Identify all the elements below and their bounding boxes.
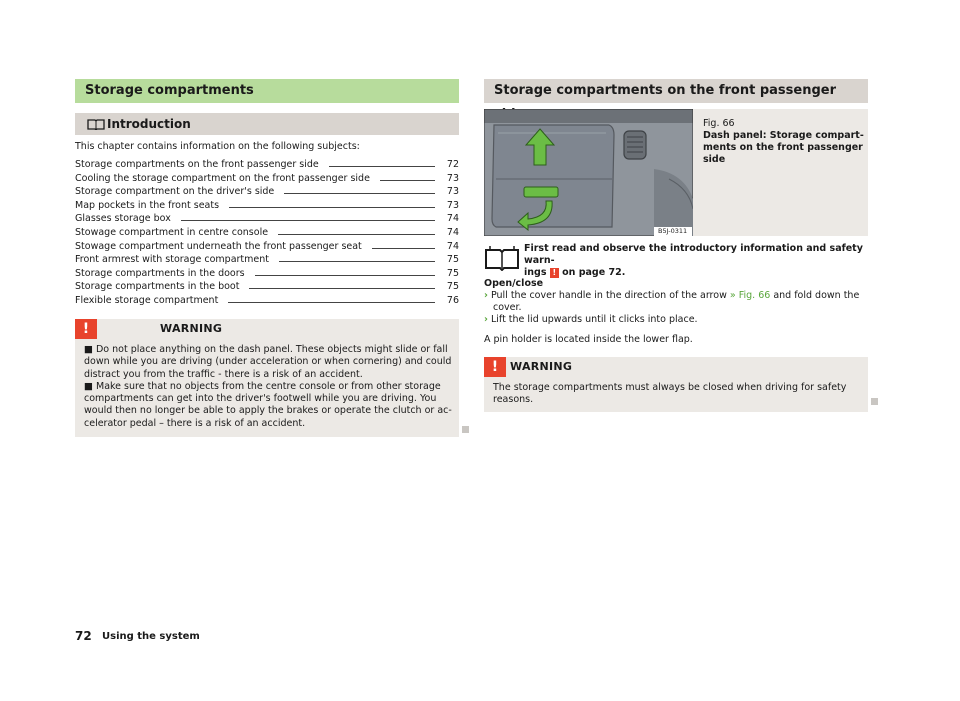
step-2 [484, 314, 868, 326]
figure-number: Fig. 66 [703, 118, 735, 129]
toc-entry-title: Flexible storage compartment [75, 295, 219, 306]
intro-header [75, 113, 459, 135]
toc-entry-page: 76 [446, 295, 459, 306]
open-book-icon [484, 245, 520, 271]
toc-leader-line [228, 301, 435, 303]
warning-line: celerator pedal – there is a risk of an accident. [84, 417, 306, 429]
toc-entry[interactable] [75, 253, 459, 265]
toc-leader-line [380, 179, 435, 181]
figure-caption [703, 130, 864, 166]
warning-text [493, 382, 865, 407]
step-list [484, 290, 868, 326]
open-book-icon [87, 118, 105, 130]
toc-entry-page: 75 [446, 281, 459, 293]
section-title-right [484, 79, 868, 103]
warning-line: compartments can get into the driver's footwell while you are driving. You [84, 393, 437, 405]
toc-leader-line [181, 219, 435, 221]
warning-text [84, 344, 456, 430]
toc-entry-title: Map pockets in the front seats [75, 199, 220, 211]
figure-block [484, 109, 868, 236]
figure-image-code: B5J-0311 [658, 227, 688, 235]
toc-leader-line [255, 274, 435, 276]
section-title-text: Storage compartments [85, 83, 254, 98]
warning-line: reasons. [493, 394, 534, 406]
warning-icon: ! [75, 319, 97, 339]
intro-title: Introduction [107, 117, 191, 131]
section-title [75, 79, 459, 103]
read-first-line: First read and observe the introductory information and safety warn- [524, 243, 863, 266]
toc-entry-page: 75 [446, 267, 459, 279]
step-arrow-icon: › [484, 314, 488, 325]
toc-entry[interactable] [75, 212, 459, 224]
page-number: 72 [75, 629, 92, 643]
toc-entry[interactable] [75, 240, 459, 252]
warning-line: down while you are driving (under acceleration or when cornering) and could [84, 356, 452, 368]
toc-entry-page: 73 [446, 199, 459, 211]
toc-leader-line [249, 287, 435, 289]
warning-line: The storage compartments must always be closed when driving for safety [493, 382, 847, 393]
toc-entry-title: Stowage compartment underneath the front passenger seat [75, 240, 362, 252]
table-of-contents [75, 158, 459, 308]
toc-leader-line [372, 247, 435, 249]
toc-entry-page: 72 [446, 159, 459, 170]
toc-leader-line [329, 165, 435, 167]
dash-panel-illustration [484, 109, 693, 236]
toc-entry[interactable] [75, 267, 459, 279]
read-first-post: on page 72. [562, 267, 626, 278]
toc-entry-title: Storage compartment on the driver's side [75, 186, 275, 198]
caption-line: Dash panel: Storage compart- [703, 130, 864, 141]
warning-line: would then no longer be able to apply the brakes or operate the clutch or ac- [84, 405, 452, 417]
step-arrow-icon: › [484, 290, 488, 301]
end-marker [871, 398, 878, 405]
toc-entry[interactable] [75, 294, 459, 306]
caption-line: ments on the front passenger [703, 142, 863, 153]
footer-section: Using the system [102, 631, 200, 642]
warning-line: ■ Make sure that no objects from the centre console or from other storage [84, 380, 441, 392]
toc-entry[interactable] [75, 226, 459, 238]
toc-entry[interactable] [75, 158, 459, 170]
toc-leader-line [229, 206, 435, 208]
toc-entry-page: 73 [446, 186, 459, 198]
toc-leader-line [279, 260, 435, 262]
step-1-text-end: and fold down the [773, 290, 860, 301]
toc-leader-line [278, 233, 435, 235]
step-1-text: Pull the cover handle in the direction of the arrow [490, 290, 727, 301]
open-close-heading: Open/close [484, 278, 544, 289]
figure-link[interactable]: » Fig. 66 [729, 290, 771, 301]
step-1 [484, 290, 868, 302]
toc-entry-title: Glasses storage box [75, 213, 171, 225]
section-title-right-text: Storage compartments on the front passenger [494, 83, 836, 98]
warning-line: ■ Do not place anything on the dash panel. These objects might slide or fall [84, 344, 448, 355]
toc-entry-title: Storage compartments on the front passenger side [75, 159, 319, 170]
step-2-text: Lift the lid upwards until it clicks into place. [490, 314, 698, 325]
toc-entry-title: Storage compartments in the doors [75, 267, 245, 279]
toc-entry[interactable] [75, 185, 459, 197]
step-1-line-2: cover. [493, 302, 522, 313]
toc-entry-page: 74 [446, 240, 459, 252]
read-first-line [524, 267, 864, 279]
end-marker [462, 426, 469, 433]
warning-icon: ! [484, 357, 506, 377]
warning-box-right [484, 357, 868, 412]
toc-entry-title: Stowage compartment in centre console [75, 227, 269, 238]
toc-entry[interactable] [75, 280, 459, 292]
read-first-pre: ings [524, 267, 547, 278]
toc-entry[interactable] [75, 199, 459, 211]
toc-entry[interactable] [75, 172, 459, 184]
intro-text: This chapter contains information on the following subjects: [75, 141, 360, 152]
warning-line: distract you from the traffic - there is a risk of an accident. [84, 368, 363, 380]
toc-entry-title: Cooling the storage compartment on the front passenger side [75, 172, 370, 184]
toc-entry-page: 73 [446, 172, 459, 184]
warning-title: WARNING [160, 322, 223, 335]
toc-entry-page: 74 [446, 227, 459, 238]
toc-entry-title: Front armrest with storage compartment [75, 254, 269, 266]
read-first-note [524, 243, 864, 279]
toc-entry-page: 74 [446, 213, 459, 225]
toc-leader-line [284, 192, 435, 194]
pin-holder-note: A pin holder is located inside the lower flap. [484, 334, 693, 345]
toc-entry-title: Storage compartments in the boot [75, 281, 240, 293]
toc-entry-page: 75 [446, 254, 459, 266]
warning-box-left [75, 319, 459, 437]
warning-ref-icon: ! [550, 268, 559, 278]
warning-title: WARNING [510, 360, 573, 373]
caption-line: side [703, 154, 726, 165]
